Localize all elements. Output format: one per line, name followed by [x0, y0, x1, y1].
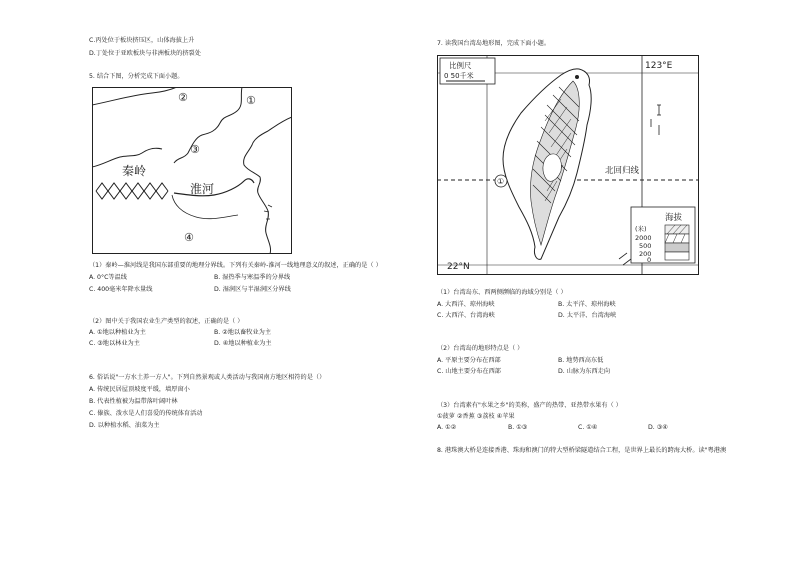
- q7-3-option-d: D. ③④: [648, 424, 668, 431]
- q7-1-stem: （1）台湾岛东、西两侧濒临的海域分别是（ ）: [437, 289, 567, 296]
- legend-value-2000: 2000: [635, 234, 652, 242]
- lat-label: 22°N: [447, 262, 470, 272]
- q7-2-option-a: A. 平原主要分布在西部: [437, 357, 501, 364]
- q5-1-option-c: C. 400毫米年降水量线: [89, 286, 153, 293]
- q6-option-b: B. 代表性植被为温带落叶阔叶林: [89, 398, 178, 405]
- map-label-huaihe: 淮河: [190, 182, 215, 196]
- q7-3-option-b: B. ①③: [508, 424, 528, 431]
- q5-1-option-b: B. 湿热季与寒温季的分界线: [214, 274, 291, 281]
- q5-2-option-b: B. ②地以畜牧业为主: [214, 329, 272, 336]
- q7-1-option-a: A. 大西洋、琼州海峡: [437, 301, 495, 308]
- q7-1-option-c: C. 大西洋、台湾海峡: [437, 312, 495, 319]
- lon-label: 123°E: [645, 61, 673, 71]
- map-label-3: ③: [190, 143, 200, 156]
- q7-1-option-b: B. 太平洋、琼州海峡: [558, 301, 616, 308]
- q6-option-c: C. 傣族、泼水是人们喜爱的传统体育活动: [89, 410, 203, 417]
- q8-stem: 8. 港珠澳大桥是连接香港、珠海和澳门的特大型桥梁隧道结合工程，是世界上最长的跨海大桥。读"粤港澳: [437, 447, 727, 454]
- point-label-1: ①: [497, 177, 505, 186]
- q5-2-option-a: A. ①地以种植业为主: [89, 329, 146, 336]
- qinling-huaihe-map: [92, 87, 292, 254]
- q5-2-option-d: D. ④地以种植业为主: [214, 340, 272, 347]
- q6-option-a: A. 传统民居屋顶坡度平缓，墙厚窗小: [89, 386, 190, 393]
- q5-2-stem: （2）图中关于我国农业生产类型的叙述，正确的是（ ）: [89, 318, 244, 325]
- taiwan-terrain-map: [437, 55, 699, 275]
- tropic-label: 北回归线: [605, 166, 640, 176]
- q7-2-stem: （2）台湾岛的地形特点是（ ）: [437, 345, 524, 352]
- q7-3-option-a: A. ①②: [437, 424, 457, 431]
- q5-2-option-c: C. ③地以林业为主: [89, 340, 140, 347]
- legend-value-200: 200: [639, 250, 652, 258]
- map-label-2: ②: [178, 91, 188, 104]
- q6-stem: 6. 俗话说"一方水土养一方人"。下列自然景观或人类活动与我国南方地区相符的是（）: [89, 374, 326, 381]
- legend-value-0: 0: [647, 256, 652, 264]
- legend-value-500: 500: [639, 242, 652, 250]
- map-label-4: ④: [184, 231, 194, 244]
- q7-2-option-c: C. 山地主要分布在西部: [437, 368, 501, 375]
- q5-1-option-a: A. 0°C等温线: [89, 274, 127, 281]
- q7-3-stem: （3）台湾素有"水果之乡"的美称，盛产的热带、亚热带水果有（ ）: [437, 402, 622, 409]
- q7-3-option-c: C. ①④: [578, 424, 598, 431]
- q5-1-option-d: D. 湿润区与半湿润区分界线: [214, 286, 291, 293]
- q5-prompt: 5. 结合下图，分析完成下面小题。: [89, 73, 184, 80]
- map-label-1: ①: [246, 94, 256, 107]
- q7-1-option-d: D. 太平洋、台湾海峡: [558, 312, 617, 319]
- q7-prompt: 7. 读我国台湾岛地形图，完成下面小题。: [437, 40, 551, 47]
- q7-2-option-b: B. 地势西高东低: [558, 357, 604, 364]
- legend-title: 海拔: [665, 213, 683, 223]
- q7-2-option-d: D. 山脉为东西走向: [558, 368, 611, 375]
- q6-option-d: D. 以种植水稻、油菜为主: [89, 422, 160, 429]
- q7-3-items: ①菠萝 ②香蕉 ③荔枝 ④苹果: [437, 413, 515, 420]
- q4-option-c: C.丙处位于板块挤压区，山体海拔上升: [89, 37, 195, 44]
- map-label-qinling: 秦岭: [122, 164, 147, 178]
- scale-values: 0 50千米: [444, 72, 474, 80]
- q4-option-d: D.丁处位于亚欧板块与非洲板块的挤裂处: [89, 50, 201, 57]
- q5-1-stem: （1）秦岭—淮河线是我国东部重要的地理分界线。下列有关秦岭-淮河一线地理意义的叙述，正确的是（ ）: [89, 262, 382, 269]
- legend-unit: (米): [635, 225, 647, 233]
- scale-title: 比例尺: [449, 61, 472, 70]
